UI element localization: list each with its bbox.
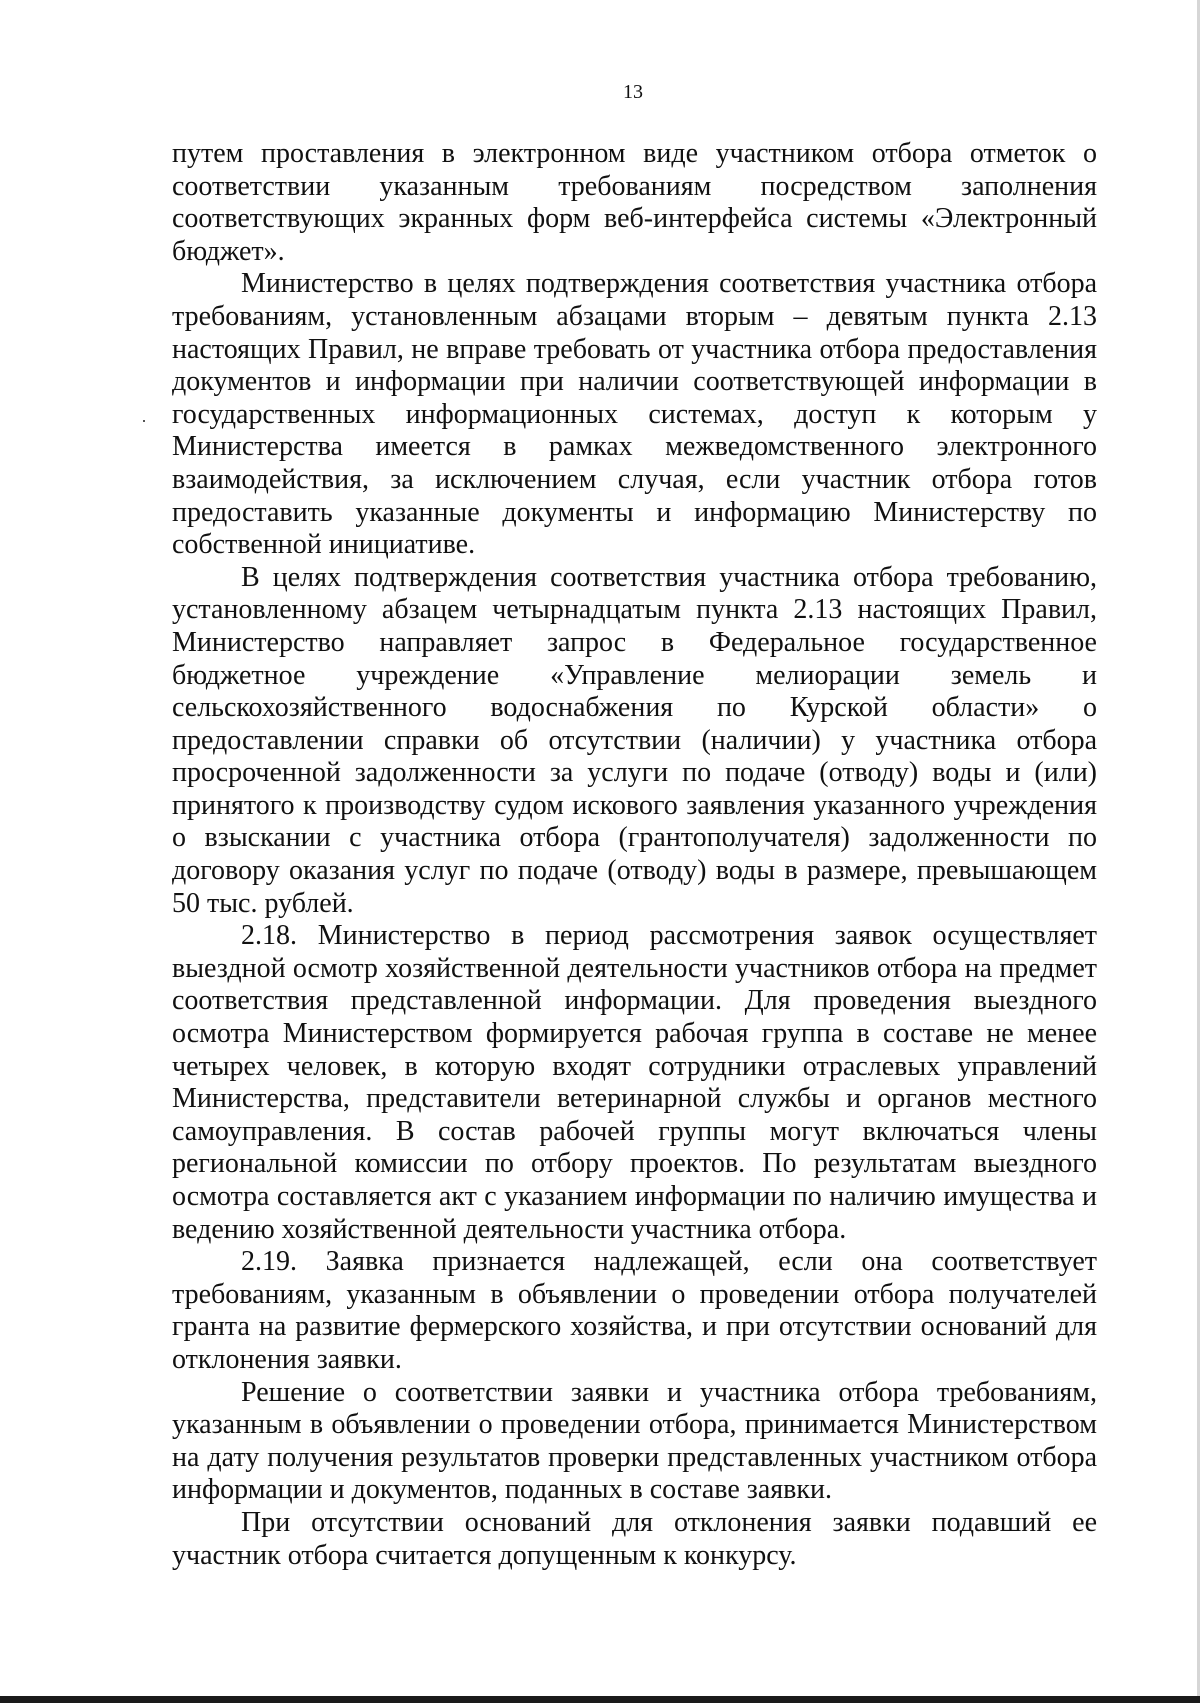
paragraph-clause-2-19: 2.19. Заявка признается надлежащей, если она соответствует требованиям, указанным в объявлении о проведении отбора получателей гранта на развитие фермерского хозяйства, и при отсутствии оснований для отклонения заявки. <box>172 1246 1097 1375</box>
paragraph-decision: Решение о соответствии заявки и участника отбора требованиям, указанным в объявлении о проведении отбора, принимается Министерством на дату получения результатов проверки представленных участником отбора информации и документов, поданных в составе заявки. <box>172 1376 1097 1506</box>
page-number: 13 <box>623 81 643 103</box>
document-body <box>172 138 1097 1572</box>
paragraph-ministry-verification: Министерство в целях подтверждения соответствия участника отбора требованиям, установленным абзацами вторым – девятым пункта 2.13 настоящих Правил, не вправе требовать от участника отбора предоставления документов и информации при наличии соответствующей информации в государственных информационных системах, доступ к которым у Министерства имеется в рамках межведомственного электронного взаимодействия, за исключением случая, если участник отбора готов предоставить указанные документы и информацию Министерству по собственной инициативе. <box>172 268 1097 561</box>
paragraph-continuation: путем проставления в электронном виде участником отбора отметок о соответствии указанным требованиям посредством заполнения соответствующих экранных форм веб-интерфейса системы «Электронный бюджет». <box>172 138 1097 267</box>
scan-edge-bottom <box>0 1696 1200 1703</box>
scan-speck <box>143 420 145 422</box>
paragraph-clause-2-18: 2.18. Министерство в период рассмотрения заявок осуществляет выездной осмотр хозяйственной деятельности участников отбора на предмет соответствия представленной информации. Для проведения выездного осмотра Министерством формируется рабочая группа в составе не менее четырех человек, в которую входят сотрудники отраслевых управлений Министерства, представители ветеринарной службы и органов местного самоуправления. В состав рабочей группы могут включаться члены региональной комиссии по отбору проектов. По результатам выездного осмотра составляется акт с указанием информации по наличию имущества и ведению хозяйственной деятельности участника отбора. <box>172 920 1097 1245</box>
paragraph-melioration-request: В целях подтверждения соответствия участника отбора требованию, установленному абзацем четырнадцатым пункта 2.13 настоящих Правил, Министерство направляет запрос в Федеральное государственное бюджетное учреждение «Управление мелиорации земель и сельскохозяйственного водоснабжения по Курской области» о предоставлении справки об отсутствии (наличии) у участника отбора просроченной задолженности за услуги по подаче (отводу) воды и (или) принятого к производству судом искового заявления указанного учреждения о взыскании с участника отбора (грантополучателя) задолженности по договору оказания услуг по подаче (отводу) воды в размере, превышающем 50 тыс. рублей. <box>172 561 1097 919</box>
paragraph-admission: При отсутствии оснований для отклонения заявки подавший ее участник отбора считается допущенным к конкурсу. <box>172 1506 1097 1571</box>
